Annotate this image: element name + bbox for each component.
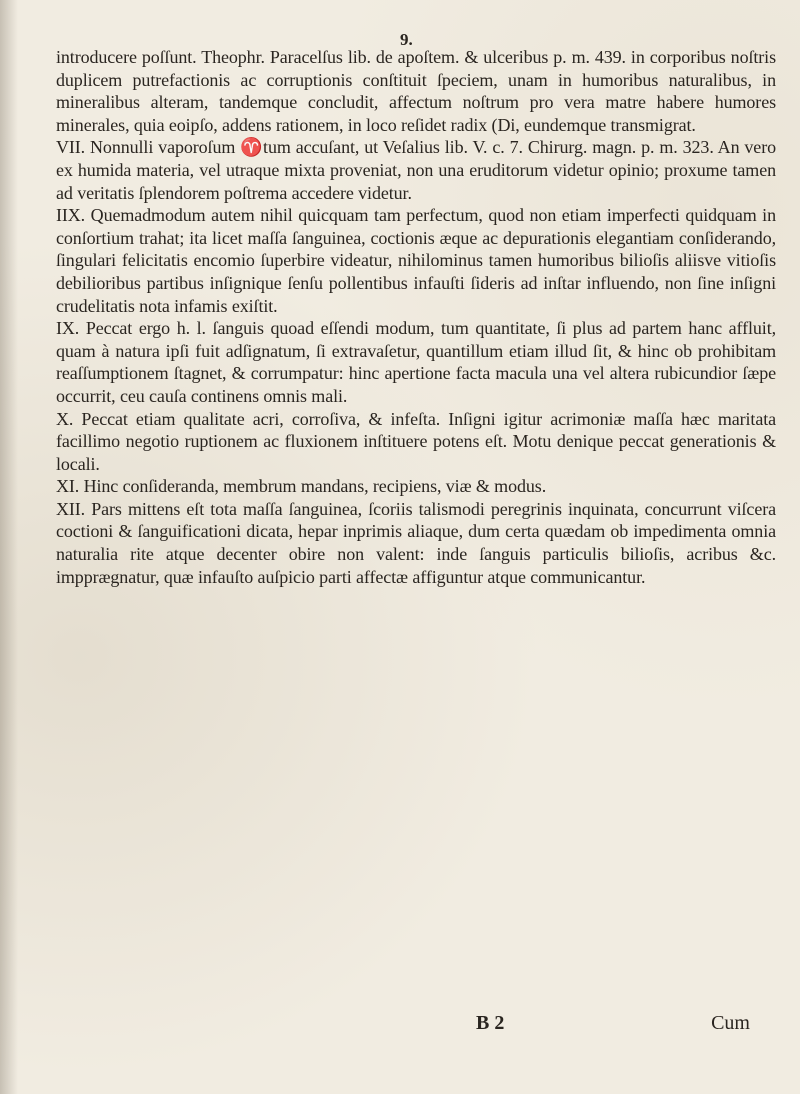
paragraph-vii: VII. Nonnulli vaporoſum ♈tum accuſant, ut Veſalius lib. V. c. 7. Chirurg. magn. p. m. 323. An vero ex humida materia, vel utraque mixta proveniat, non una eruditorum videtur opinio; proxume tamen ad veritatis ſplendorem poſtrema accedere videtur. bbox=[56, 137, 776, 203]
page-number: 9. bbox=[400, 30, 413, 49]
paragraph-x: X. Peccat etiam qualitate acri, corroſiva, & infeſta. Inſigni igitur acrimoniæ maſſa hæc maritata facillimo negotio ruptionem ac fluxionem inſtituere potens eſt. Motu denique peccat generationis & locali. bbox=[56, 408, 776, 474]
paragraph-iix: IIX. Quemadmodum autem nihil quicquam tam perfectum, quod non etiam imperfecti quidquam in conſortium trahat; ita licet maſſa ſanguinea, coctionis æque ac depurationis elegantiam conſiderando, ſingulari felicitatis encomio ſuperbire videatur, nihilominus tamen humoribus bilioſis aliisve vitioſis debilioribus partibus inſignique ſenſu pollentibus infauſti ſideris ad inſtar influendo, non ſine inſigni crudelitatis nota infamis exiſtit. bbox=[56, 205, 776, 316]
gutter-shadow bbox=[0, 0, 18, 1094]
paragraph-intro: introducere poſſunt. Theophr. Paracelſus lib. de apoſtem. & ulceribus p. m. 439. in corporibus noſtris duplicem putrefactionis ac corruptionis conſtituit ſpeciem, unam in humoribus naturalibus, in mineralibus alteram, tandemque concludit, affectum noſtrum pro vera matre habere humores minerales, quia eoipſo, addens rationem, in loco reſidet radix (Di, eundemque transmigrat. bbox=[56, 47, 776, 135]
catchline bbox=[56, 1012, 776, 1038]
body-text bbox=[56, 46, 776, 588]
paragraph-xii: XII. Pars mittens eſt tota maſſa ſanguinea, ſcoriis talismodi peregrinis inquinata, concurrunt viſcera coctioni & ſanguificationi dicata, hepar inprimis aliaque, dum certa quædam ob impedimenta omnia naturalia rite atque decenter obire non valent: inde ſanguis particulis bilioſis, acribus &c. impprægnatur, quæ infauſto auſpicio parti affectæ affiguntur atque communicantur. bbox=[56, 498, 776, 587]
signature-mark: B 2 bbox=[476, 1012, 505, 1034]
paragraph-xi: XI. Hinc conſideranda, membrum mandans, recipiens, viæ & modus. bbox=[56, 476, 547, 497]
catchword: Cum bbox=[711, 1012, 750, 1034]
paragraph-ix: IX. Peccat ergo h. l. ſanguis quoad eſſendi modum, tum quantitate, ſi plus ad partem hanc affluit, quam à natura ipſi fuit adſignatum, ſi extravaſetur, quantillum etiam illud ſit, & hinc ob prohibitam reaſſumptionem ſtagnet, & corrumpatur: hinc apertione facta macula una vel altera rubicundior ſæpe occurrit, ceu cauſa continens omnis mali. bbox=[56, 318, 776, 406]
